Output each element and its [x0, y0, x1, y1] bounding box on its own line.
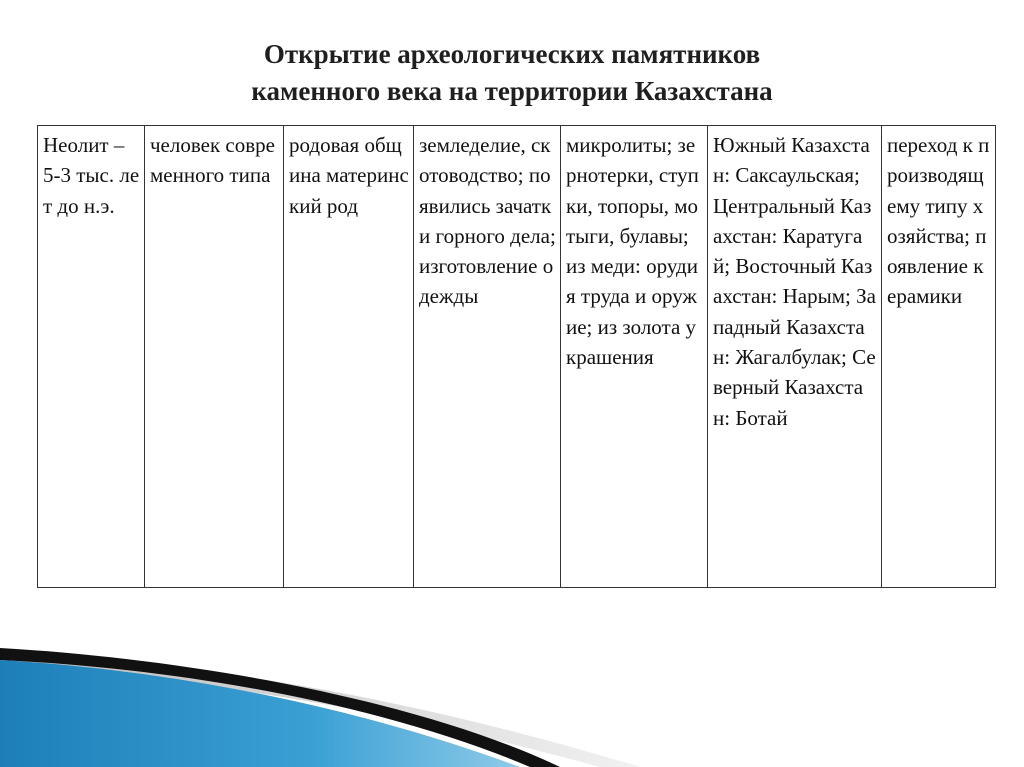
cell-tools-text: микролиты; зернотерки, ступки, топоры, мотыги, булавы; из меди: орудия труда и оружие; из золота украшения [566, 133, 699, 370]
slide-title-line-1: Открытие археологических памятников [263, 39, 761, 69]
swoosh-blue-band [0, 660, 520, 767]
slide-title-line-2: каменного века на территории Казахстана [251, 76, 773, 106]
cell-social-organization-text: родовая община материнский род [289, 133, 409, 218]
cell-significance-text: переход к производящему типу хозяйства; появление керамики [887, 133, 990, 309]
cell-economy-text: земледелие, скотоводство; появились зачатки горного дела; изготовление одежды [419, 133, 562, 309]
cell-period-text: Неолит – 5-3 тыс. лет до н.э. [43, 133, 140, 218]
cell-human-type-text: человек современного типа [150, 133, 275, 188]
cell-sites-text: Южный Казахстан: Саксаульская; Центральный Казахстан: Каратугай; Восточный Казахстан: Нарым; Западный Казахстан: Жагалбулак; Северный Казахстан: Ботай [713, 133, 876, 430]
